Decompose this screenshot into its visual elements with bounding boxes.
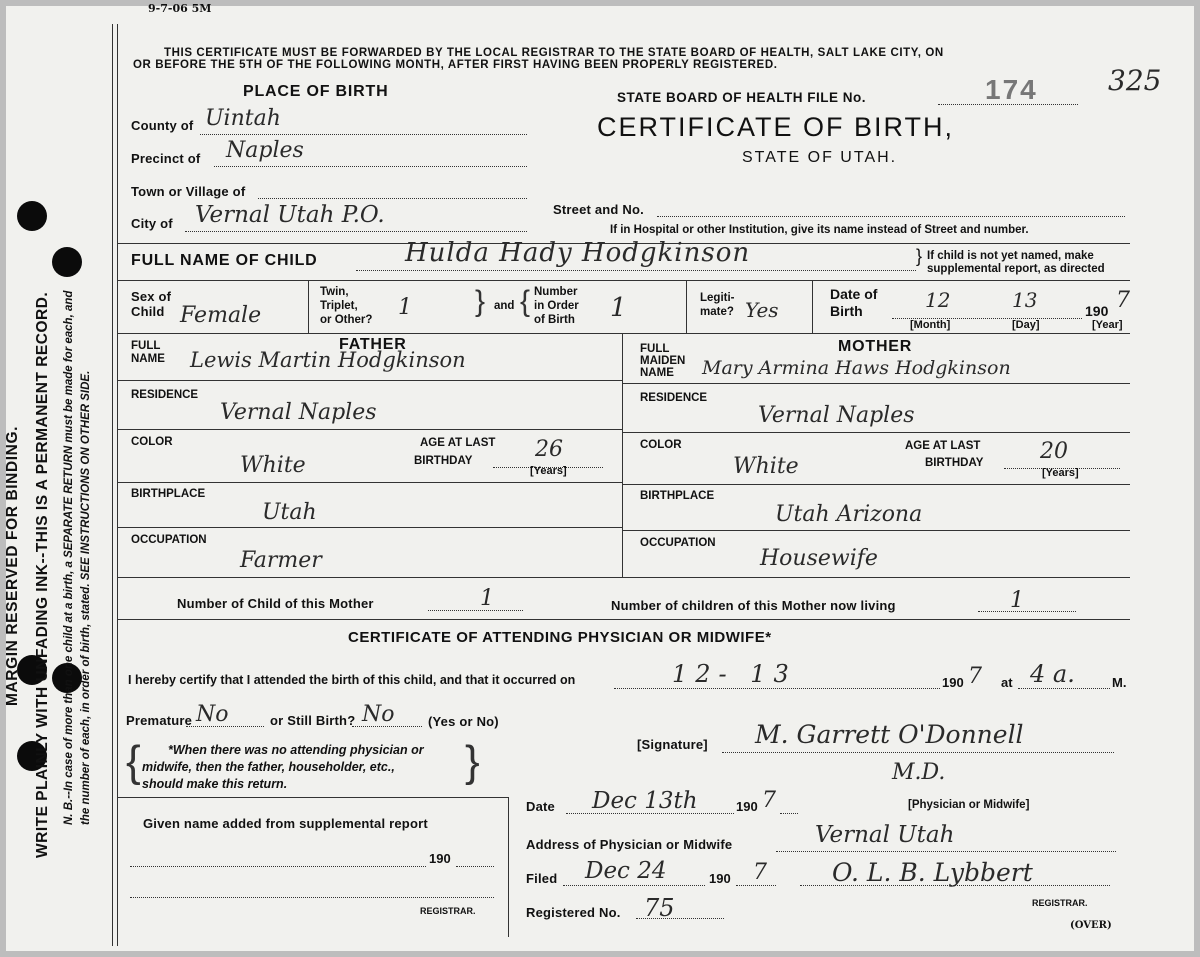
row-rule [622,530,1130,531]
registrar-signature-line [800,885,1110,886]
twin-label-3: or Other? [320,314,373,326]
printing-code: 9-7-06 5M [148,2,212,15]
order-label-3: of Birth [534,314,575,326]
parents-divider [622,333,623,578]
twin-brace: } [475,285,486,318]
supplemental-year-line [456,866,494,867]
child-name-label: FULL NAME OF CHILD [131,252,318,269]
filed-year-prefix: 190 [709,871,731,886]
physician-heading: CERTIFICATE OF ATTENDING PHYSICIAN OR MIDWIFE* [348,629,772,646]
mother-age: 20 [1040,439,1068,464]
child-of-mother-line [428,610,523,611]
note-line-1: *When there was no attending physician or [168,743,424,757]
field-divider [686,280,687,333]
section-rule [118,619,1130,620]
mother-color: White [733,454,799,479]
city-line [185,231,527,232]
premature-value: No [196,702,229,727]
twin-label-2: Triplet, [320,300,358,312]
date-year-suffix: 7 [762,788,776,813]
mother-residence-label: RESIDENCE [640,392,708,404]
mother-birthplace-label: BIRTHPLACE [640,490,715,502]
sex-label-1: Sex of [131,289,172,304]
mother-full-label-3: NAME [640,367,674,379]
date-signed: Dec 13th [592,788,698,814]
registrar-signature: O. L. B. Lybbert [832,858,1033,887]
county-label: County of [131,118,194,133]
binding-hole [17,201,47,231]
filed-value: Dec 24 [585,858,667,884]
field-divider [812,280,813,333]
mother-full-label-1: FULL [640,343,670,355]
mother-occupation-label: OCCUPATION [640,537,716,549]
child-of-mother-label: Number of Child of this Mother [177,596,374,611]
legit-label-2: mate? [700,306,734,318]
and-label: and [494,300,515,312]
margin-rule [112,24,113,946]
row-rule [118,380,622,381]
date-label: Date [526,799,555,814]
note-brace-left: { [126,737,141,786]
certificate-title: CERTIFICATE OF BIRTH, [597,112,955,142]
registrar-caption-left: REGISTRAR. [420,906,476,916]
mother-color-label: COLOR [640,439,682,451]
row-rule [622,383,1130,384]
filed-line [563,885,705,886]
twin-value: 1 [398,295,412,320]
binding-hole [52,247,82,277]
town-line [258,198,527,199]
physician-signature: M. Garrett O'Donnell [755,720,1024,749]
mother-age-label-2: BIRTHDAY [925,457,984,469]
father-occupation-label: OCCUPATION [131,534,207,546]
header-notice-line-1: THIS CERTIFICATE MUST BE FORWARDED BY THE LOCAL REGISTRAR TO THE STATE BOARD OF HEALTH, SALT LAKE CITY, ON [164,47,944,59]
filed-year-line [736,885,776,886]
father-residence: Vernal Naples [220,400,377,425]
month-caption: [Month] [910,319,951,331]
town-label: Town or Village of [131,184,246,199]
day-caption: [Day] [1012,319,1040,331]
certificate-subtitle: STATE OF UTAH. [742,149,898,166]
section-rule [118,333,1130,334]
certify-year-prefix: 190 [942,675,964,690]
row-rule [118,482,622,483]
file-handwritten-number: 325 [1108,64,1162,97]
m-label: M. [1112,675,1127,690]
street-line [657,216,1125,217]
sex-label-2: Child [131,304,165,319]
city-label: City of [131,216,173,231]
certify-date-line [614,688,940,689]
address-label: Address of Physician or Midwife [526,837,733,852]
over-label: (OVER) [1070,920,1112,931]
yes-no-hint: (Yes or No) [428,714,499,729]
birth-month: 12 [925,288,951,312]
living-children-label: Number of children of this Mother now living [611,598,896,613]
legit-label-1: Legiti- [700,292,735,304]
supplemental-label: Given name added from supplemental report [143,816,428,831]
still-birth-value: No [362,702,395,727]
legit-value: Yes [745,298,779,322]
header-notice-line-2: OR BEFORE THE 5TH OF THE FOLLOWING MONTH, AFTER FIRST HAVING BEEN PROPERLY REGISTERED. [133,59,778,71]
mother-residence: Vernal Naples [758,403,915,428]
father-full-label-1: FULL [131,340,161,352]
city-value: Vernal Utah P.O. [195,202,385,228]
mother-birthplace: Utah Arizona [775,502,923,527]
signature-line [722,752,1114,753]
premature-label: Premature [126,713,193,728]
father-color-label: COLOR [131,436,173,448]
precinct-value: Naples [226,138,304,163]
father-residence-label: RESIDENCE [131,389,199,401]
order-label-1: Number [534,286,578,298]
father-years-caption: [Years] [530,465,567,477]
father-heading: FATHER [339,336,407,353]
father-name: Lewis Martin Hodgkinson [190,348,466,372]
filed-year-suffix: 7 [753,860,767,885]
address-value: Vernal Utah [815,822,955,848]
twin-label-1: Twin, [320,286,349,298]
year-caption: [Year] [1092,319,1123,331]
living-children-line [978,611,1076,612]
birth-date-label-1: Date of [830,286,878,302]
role-caption: [Physician or Midwife] [908,799,1030,811]
time-value: 4 a. [1030,660,1075,688]
father-full-label-2: NAME [131,353,165,365]
father-birthplace: Utah [262,500,317,525]
birth-year-prefix: 190 [1085,303,1109,319]
margin-nb-text-1: N. B.--In case of more than one child at a birth, a SEPARATE RETURN must be made for each, and [63,290,75,825]
birth-date-label-2: Birth [830,303,863,319]
street-label: Street and No. [553,202,644,217]
child-of-mother-value: 1 [480,586,494,611]
physician-signature-title: M.D. [892,760,946,785]
county-value: Uintah [205,106,281,131]
note-line-3: should make this return. [142,777,288,791]
mother-age-label-1: AGE AT LAST [905,440,981,452]
field-divider [308,280,309,333]
mother-occupation: Housewife [760,546,878,571]
registered-label: Registered No. [526,905,621,920]
order-brace: { [520,285,531,318]
still-birth-label: or Still Birth? [270,713,356,728]
precinct-line [214,166,527,167]
file-number: 174 [985,74,1038,105]
order-value: 1 [610,293,627,323]
father-age-label-2: BIRTHDAY [414,455,473,467]
father-occupation: Farmer [240,548,322,573]
child-name-line [356,270,916,271]
mother-years-caption: [Years] [1042,467,1079,479]
registrar-caption-right: REGISTRAR. [1032,898,1088,908]
mother-heading: MOTHER [838,338,913,355]
street-note: If in Hospital or other Institution, give its name instead of Street and number. [610,224,1029,236]
section-rule [118,577,1130,578]
place-of-birth-heading: PLACE OF BIRTH [243,83,389,100]
certify-text: I hereby certify that I attended the birth of this child, and that it occurred on [128,673,576,687]
lower-divider [508,797,509,937]
section-rule [118,280,1130,281]
name-note-line-2: supplemental report, as directed [927,263,1105,275]
row-rule [118,527,622,528]
note-line-2: midwife, then the father, householder, etc., [142,760,395,774]
supplemental-year-prefix: 190 [429,851,451,866]
father-birthplace-label: BIRTHPLACE [131,488,206,500]
margin-ink-text: WRITE PLAINLY WITH UNFADING INK--THIS IS A PERMANENT RECORD. [34,291,51,858]
living-children-value: 1 [1010,588,1024,613]
father-age-label-1: AGE AT LAST [420,437,496,449]
name-note-brace: } [916,246,923,266]
at-label: at [1001,675,1013,690]
date-year-prefix: 190 [736,799,758,814]
signature-label: [Signature] [637,737,708,752]
time-line [1018,688,1110,689]
father-age: 26 [535,437,563,462]
row-rule [622,432,1130,433]
order-label-2: in Order [534,300,579,312]
precinct-label: Precinct of [131,151,201,166]
certify-date: 12- 13 [672,660,797,688]
note-brace-right: } [465,737,480,786]
father-color: White [240,453,306,478]
address-line [776,851,1116,852]
mother-full-label-2: MAIDEN [640,355,686,367]
name-note-line-1: If child is not yet named, make [927,250,1094,262]
filed-label: Filed [526,871,558,886]
supplemental-registrar-line [130,897,494,898]
birth-day: 13 [1012,288,1038,312]
birth-year-suffix: 7 [1116,288,1130,313]
certify-year-suffix: 7 [968,664,982,689]
county-line [200,134,527,135]
sex-value: Female [180,303,262,328]
row-rule [118,429,622,430]
margin-rule [117,24,118,946]
supplemental-line [130,866,426,867]
mother-name: Mary Armina Haws Hodgkinson [702,357,1011,379]
child-name-value: Hulda Hady Hodgkinson [405,238,751,268]
date-year-line [780,813,798,814]
file-label: STATE BOARD OF HEALTH FILE No. [617,90,866,105]
section-rule [118,797,508,798]
margin-binding-text: MARGIN RESERVED FOR BINDING. [4,425,21,706]
margin-nb-text-2: the number of each, in order of birth, stated. SEE INSTRUCTIONS ON OTHER SIDE. [80,370,92,825]
row-rule [622,484,1130,485]
registered-value: 75 [644,894,675,922]
